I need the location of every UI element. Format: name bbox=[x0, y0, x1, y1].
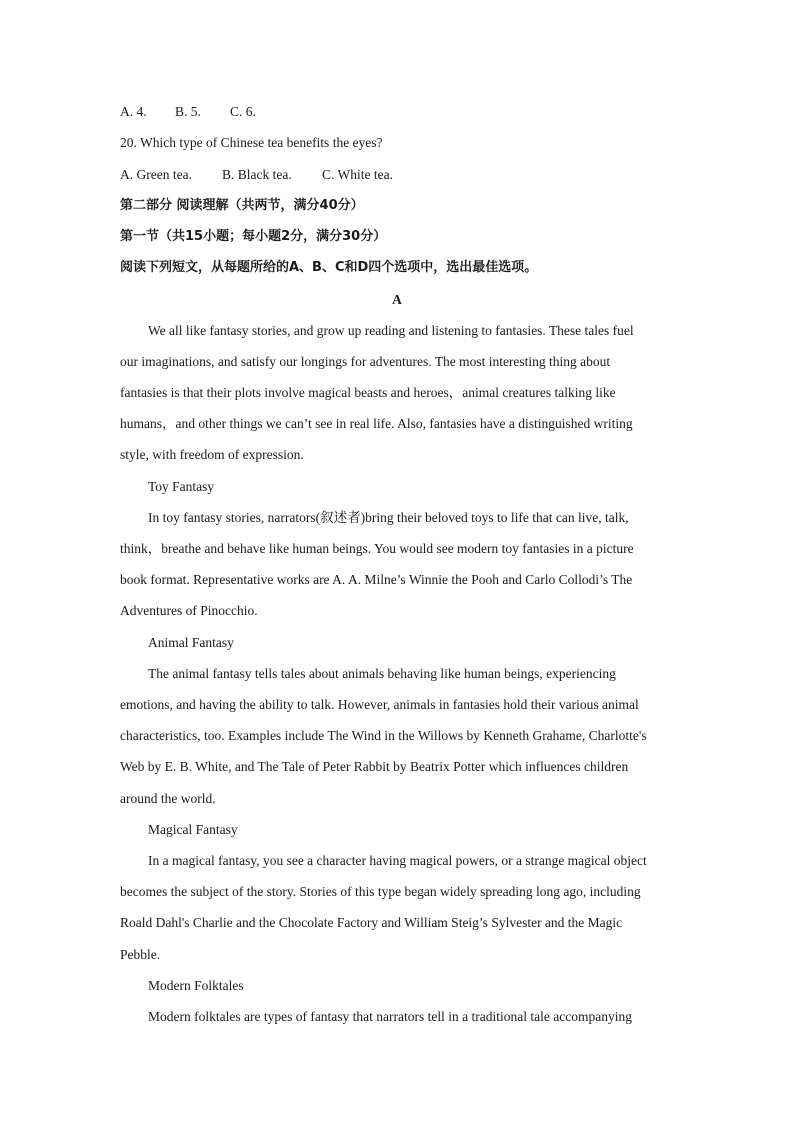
passage-label: A bbox=[392, 292, 402, 307]
q19-options bbox=[120, 103, 680, 121]
q20-option-a: A. Green tea. bbox=[120, 167, 192, 182]
q20-options bbox=[120, 166, 680, 184]
passage-line: around the world. bbox=[120, 791, 216, 806]
q19-option-a: A. 4. bbox=[120, 104, 147, 119]
passage-line: In a magical fantasy, you see a character having magical powers, or a strange magical object bbox=[148, 853, 647, 868]
passage-line: fantasies is that their plots involve magical beasts and heroes，animal creatures talking like bbox=[120, 385, 616, 400]
section-title: 第一节（共15小题；每小题2分，满分30分） bbox=[120, 229, 387, 244]
q19-option-b: B. 5. bbox=[175, 104, 201, 119]
subheading-modern-folktales: Modern Folktales bbox=[148, 978, 244, 993]
q20-option-b: B. Black tea. bbox=[222, 167, 292, 182]
passage-line: The animal fantasy tells tales about animals behaving like human beings, experiencing bbox=[148, 666, 616, 681]
passage-line: We all like fantasy stories, and grow up reading and listening to fantasies. These tales fuel bbox=[148, 323, 634, 338]
passage-line: our imaginations, and satisfy our longings for adventures. The most interesting thing about bbox=[120, 354, 611, 369]
passage-line: Pebble. bbox=[120, 947, 161, 962]
passage-line: Adventures of Pinocchio. bbox=[120, 603, 258, 618]
passage-line: characteristics, too. Examples include The Wind in the Willows by Kenneth Grahame, Charlotte's bbox=[120, 728, 647, 743]
passage-line: think，breathe and behave like human beings. You would see modern toy fantasies in a picture bbox=[120, 541, 634, 556]
q20-question: 20. Which type of Chinese tea benefits the eyes? bbox=[120, 135, 383, 150]
passage-line: style, with freedom of expression. bbox=[120, 447, 304, 462]
passage-line: book format. Representative works are A. A. Milne’s Winnie the Pooh and Carlo Collodi’s The bbox=[120, 572, 633, 587]
passage-line: Roald Dahl's Charlie and the Chocolate Factory and William Steig’s Sylvester and the Magic bbox=[120, 915, 623, 930]
part-title: 第二部分 阅读理解（共两节，满分40分） bbox=[120, 198, 364, 213]
subheading-toy-fantasy: Toy Fantasy bbox=[148, 479, 215, 494]
passage-line: In toy fantasy stories, narrators(叙述者)bring their beloved toys to life that can live, talk, bbox=[148, 510, 629, 525]
q20-option-c: C. White tea. bbox=[322, 167, 393, 182]
passage-line: emotions, and having the ability to talk. However, animals in fantasies hold their various animal bbox=[120, 697, 639, 712]
passage-line: becomes the subject of the story. Stories of this type began widely spreading long ago, including bbox=[120, 884, 641, 899]
instruction: 阅读下列短文，从每题所给的A、B、C和D四个选项中，选出最佳选项。 bbox=[120, 260, 538, 275]
passage-line: humans，and other things we can’t see in real life. Also, fantasies have a distinguished writing bbox=[120, 416, 633, 431]
passage-line: Web by E. B. White, and The Tale of Peter Rabbit by Beatrix Potter which influences children bbox=[120, 759, 629, 774]
subheading-magical-fantasy: Magical Fantasy bbox=[148, 822, 238, 837]
subheading-animal-fantasy: Animal Fantasy bbox=[148, 635, 234, 650]
q19-option-c: C. 6. bbox=[230, 104, 256, 119]
passage-line: Modern folktales are types of fantasy that narrators tell in a traditional tale accompanying bbox=[148, 1009, 632, 1024]
